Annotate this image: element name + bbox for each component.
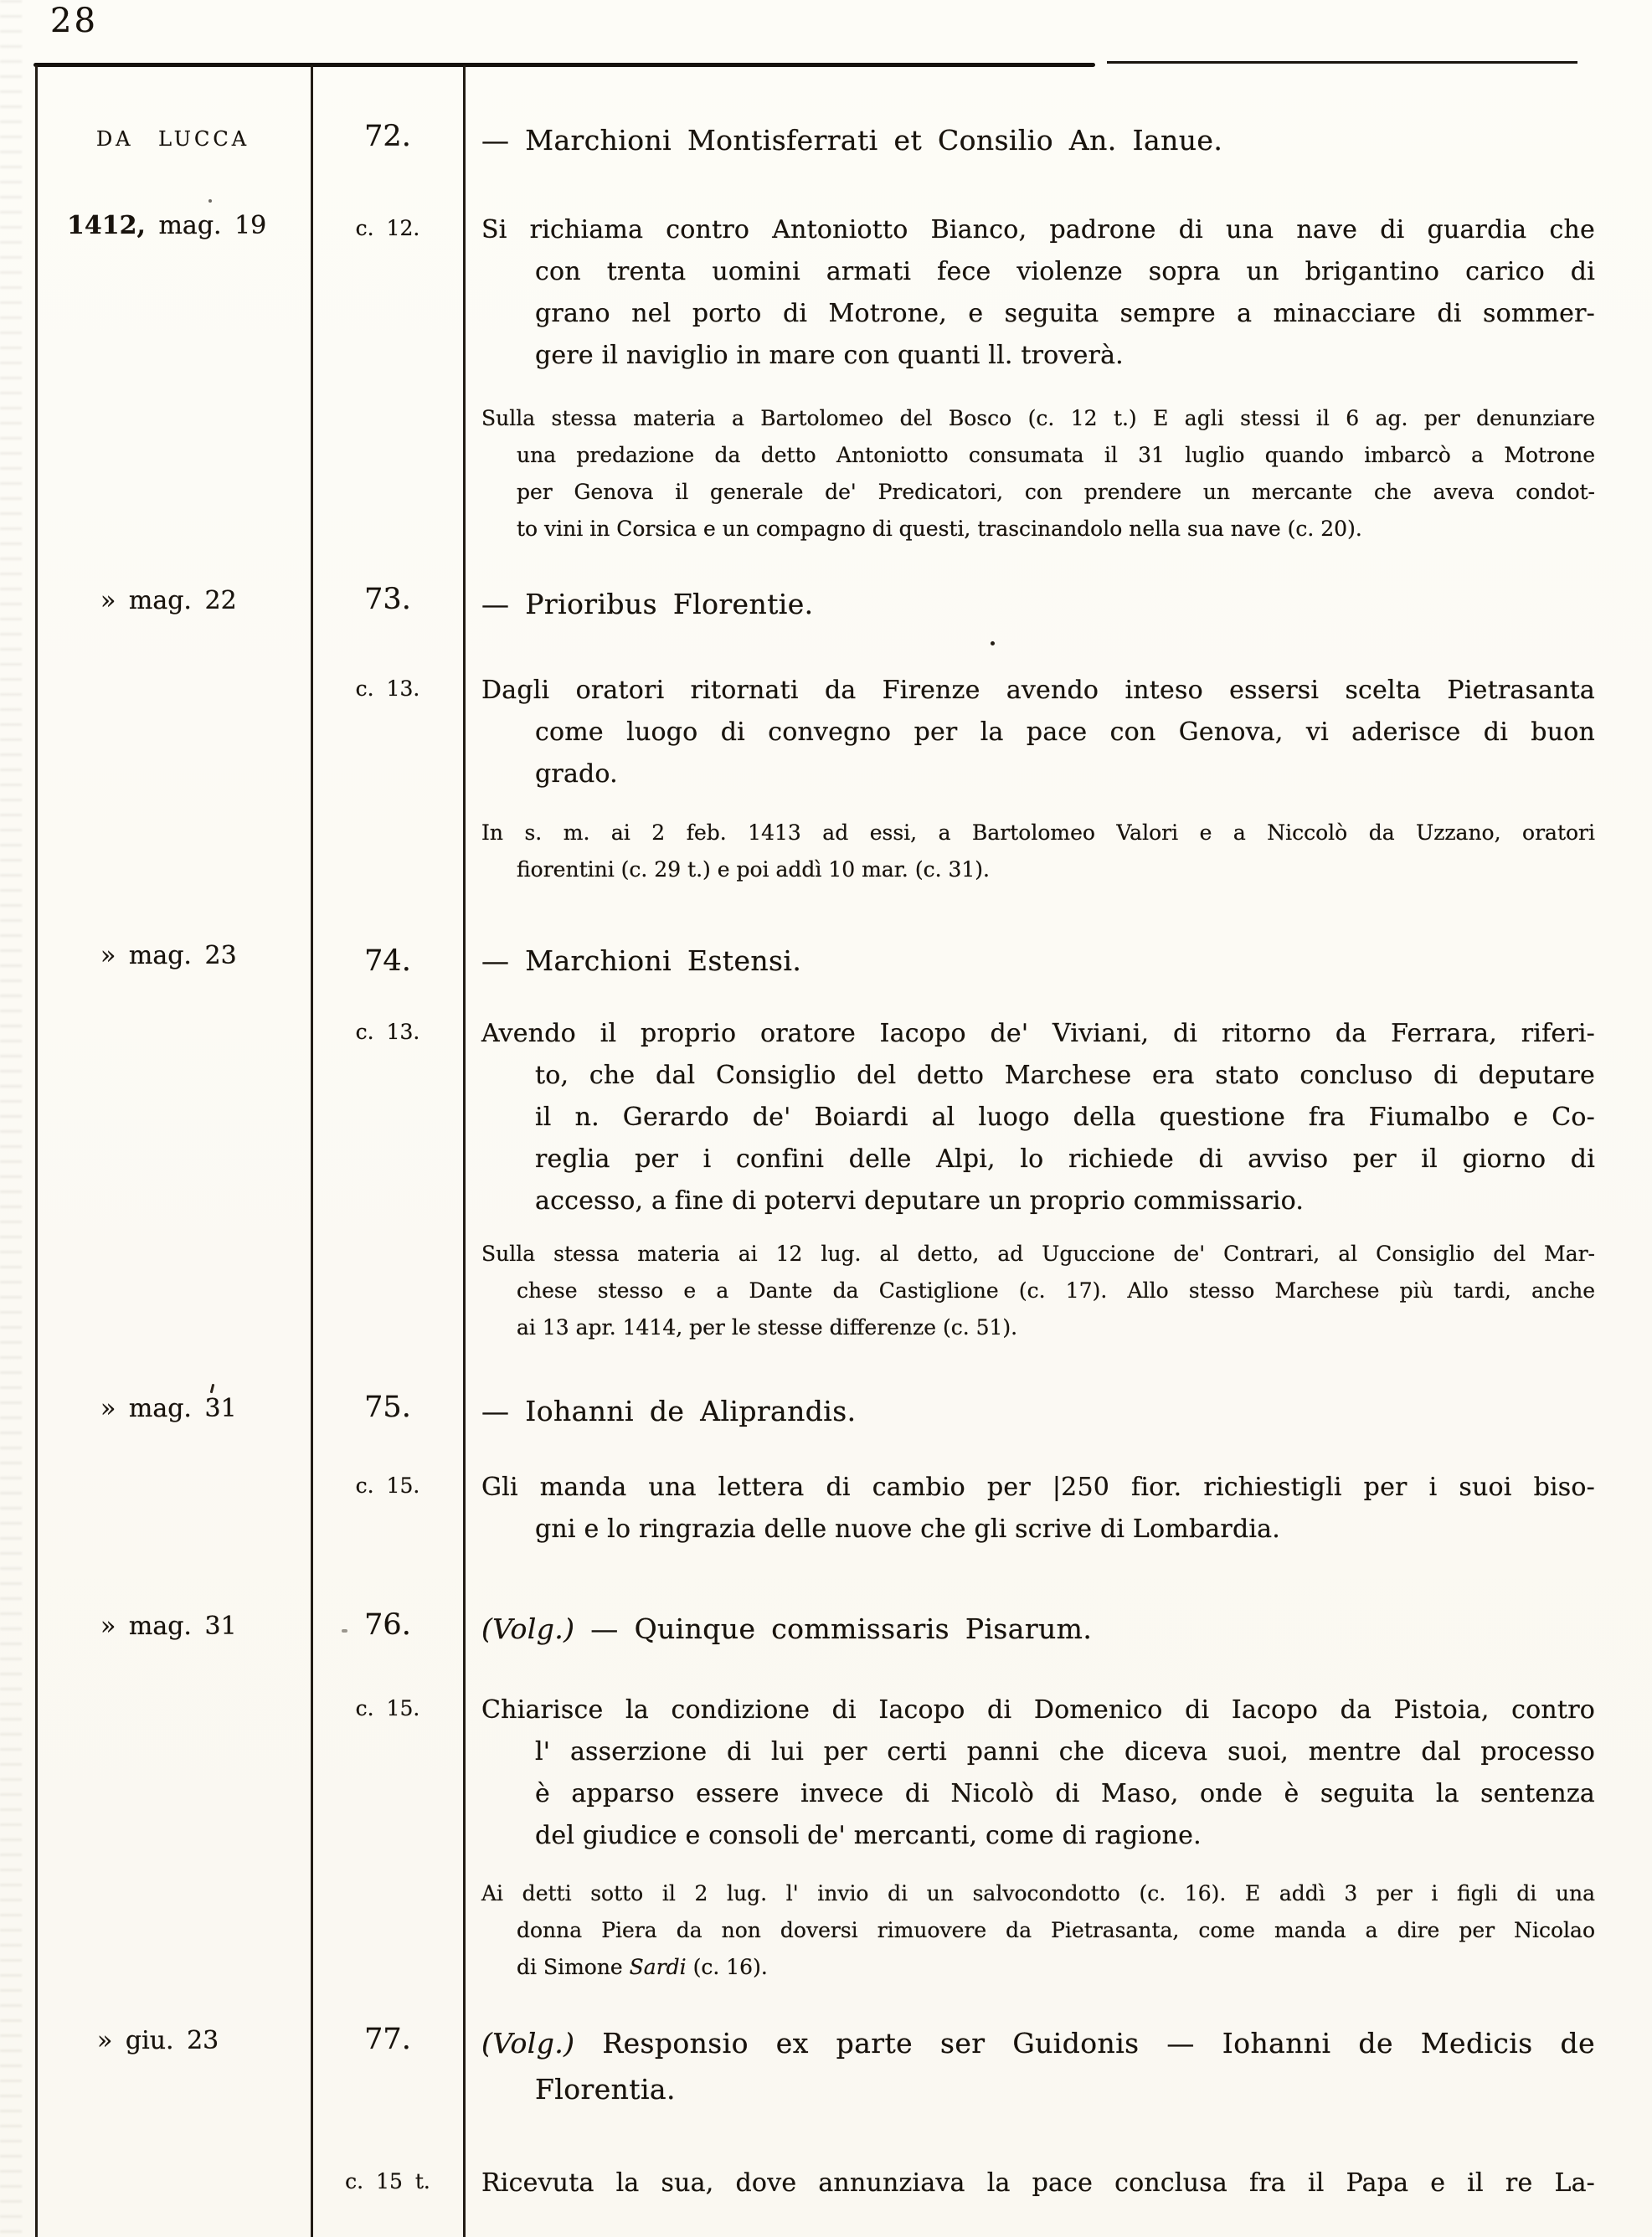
body-line: Ricevuta la sua, dove annunziava la pace conclusa fra il Papa e il re La- (481, 2168, 1595, 2198)
scan-speck (342, 1629, 347, 1633)
entry-heading: — Prioribus Florentie. (481, 588, 814, 620)
body-line: con trenta uomini armati fece violenze sopra un brigantino carico di (535, 257, 1595, 286)
entry-date (67, 211, 266, 240)
entry-number: 75. (364, 1391, 411, 1424)
entry-date: » mag. 22 (100, 586, 237, 615)
body-line: l' asserzione di lui per certi panni che diceva suoi, mentre dal processo (535, 1737, 1595, 1766)
entry-date-rest: mag. 19 (145, 211, 267, 240)
entry-date: » mag. 23 (100, 941, 237, 970)
body-line: gni e lo ringrazia delle nuove che gli scrive di Lombardia. (535, 1514, 1280, 1544)
entry-note (481, 400, 1595, 548)
entry-folio: c. 12. (355, 216, 420, 240)
body-line: Avendo il proprio oratore Iacopo de' Viviani, di ritorno da Ferrara, riferi- (481, 1019, 1595, 1048)
scan-speck (991, 641, 995, 645)
entry-number: 74. (364, 944, 411, 978)
body-line: gere il naviglio in mare con quanti ll. troverà. (535, 341, 1124, 370)
note-line: Ai detti sotto il 2 lug. l' invio di un salvocondotto (c. 16). E addì 3 per i figli di una (481, 1881, 1595, 1905)
entry-folio: c. 13. (355, 676, 420, 701)
entry-folio: c. 15. (355, 1473, 420, 1498)
body-line: Chiarisce la condizione di Iacopo di Domenico di Iacopo da Pistoia, contro (481, 1695, 1595, 1725)
entry-body (481, 2162, 1595, 2204)
scan-mark (210, 1384, 215, 1393)
note-segment: (c. 16). (686, 1955, 768, 1979)
body-line: è apparso essere invece di Nicolò di Maso, onde è seguita la sentenza (535, 1779, 1595, 1808)
note-line: donna Piera da non doversi rimuovere da Pietrasanta, come manda a dire per Nicolao (517, 1918, 1595, 1942)
scan-edge-artifact (0, 0, 22, 2237)
top-rule-left (33, 63, 1095, 67)
entry-date: » mag. 31 (100, 1612, 237, 1641)
column-rule-number-text (463, 65, 466, 2237)
entry-number: 77. (364, 2023, 411, 2056)
entry-heading (481, 1606, 1595, 1652)
entry-heading-line (481, 2020, 1595, 2066)
entry-folio: c. 13. (355, 1020, 420, 1044)
note-segment: di Simone (517, 1955, 630, 1979)
note-line (481, 1949, 1595, 1986)
note-line: In s. m. ai 2 feb. 1413 ad essi, a Bartolomeo Valori e a Niccolò da Uzzano, oratori (481, 820, 1595, 845)
entry-folio: c. 15 t. (345, 2169, 430, 2193)
top-rule-right (1107, 61, 1577, 64)
note-line: Sulla stessa materia a Bartolomeo del Bosco (c. 12 t.) E agli stessi il 6 ag. per denunziare (481, 406, 1595, 430)
entry-note (481, 1236, 1595, 1346)
entry-heading (481, 2020, 1595, 2112)
body-line: come luogo di convegno per la pace con Genova, vi aderisce di buon (535, 717, 1595, 747)
body-line: del giudice e consoli de' mercanti, come di ragione. (535, 1821, 1202, 1850)
entry-heading-line: Florentia. (535, 2073, 676, 2106)
entry-body (481, 209, 1595, 377)
body-line: accesso, a fine di potervi deputare un proprio commissario. (535, 1186, 1305, 1216)
column-rule-date-number (311, 65, 313, 2237)
scan-speck (208, 199, 212, 203)
entry-origin: DA LUCCA (95, 127, 250, 151)
note-line: una predazione da detto Antoniotto consumata il 31 luglio quando imbarcò a Motrone (517, 443, 1595, 467)
note-line: to vini in Corsica e un compagno di questi, trascinandolo nella sua nave (c. 20). (517, 517, 1362, 541)
entry-heading-rest: Responsio ex parte ser Guidonis — Iohanni de Medicis de (574, 2027, 1595, 2060)
entry-heading-rest: — Quinque commissaris Pisarum. (574, 1612, 1093, 1645)
entry-heading-volg: (Volg.) (481, 2027, 575, 2060)
body-line: il n. Gerardo de' Boiardi al luogo della questione fra Fiumalbo e Co- (535, 1103, 1595, 1132)
entry-date: » giu. 23 (97, 2026, 219, 2055)
entry-folio: c. 15. (355, 1696, 420, 1720)
entry-body (481, 670, 1595, 795)
entry-heading-volg: (Volg.) (481, 1612, 575, 1645)
entry-number: 76. (364, 1608, 411, 1642)
entry-body (481, 1689, 1595, 1857)
body-line: reglia per i confini delle Alpi, lo richiede di avviso per il giorno di (535, 1144, 1595, 1174)
note-line: per Genova il generale de' Predicatori, con prendere un mercante che aveva condot- (517, 480, 1595, 504)
entry-body (481, 1013, 1595, 1222)
entry-date: » mag. 31 (100, 1394, 237, 1423)
note-line: ai 13 apr. 1414, per le stesse differenze (c. 51). (517, 1315, 1018, 1340)
note-line: chese stesso e a Dante da Castiglione (c. 17). Allo stesso Marchese più tardi, anche (517, 1278, 1595, 1303)
entry-heading: — Marchioni Estensi. (481, 944, 802, 977)
entry-note (481, 1875, 1595, 1986)
entry-body (481, 1467, 1595, 1550)
entry-heading: — Marchioni Montisferrati et Consilio An. Ianue. (481, 124, 1223, 157)
entry-heading: — Iohanni de Aliprandis. (481, 1395, 857, 1427)
entry-number: 72. (364, 120, 411, 153)
body-line: Si richiama contro Antoniotto Bianco, padrone di una nave di guardia che (481, 215, 1595, 244)
entry-note (481, 815, 1595, 888)
body-line: grano nel porto di Motrone, e seguita sempre a minacciare di sommer- (535, 299, 1595, 328)
page-number: 28 (50, 2, 98, 40)
entry-date-year: 1412, (67, 211, 146, 240)
body-line: to, che dal Consiglio del detto Marchese era stato concluso di deputare (535, 1061, 1595, 1090)
body-line: Dagli oratori ritornati da Firenze avendo inteso essersi scelta Pietrasanta (481, 676, 1595, 705)
body-line: grado. (535, 759, 618, 789)
note-segment-italic: Sardi (629, 1955, 687, 1979)
table-border-left (35, 65, 38, 2237)
note-line: fiorentini (c. 29 t.) e poi addì 10 mar. (c. 31). (517, 857, 990, 882)
body-line: Gli manda una lettera di cambio per |250 fior. richiestigli per i suoi biso- (481, 1473, 1595, 1502)
note-line: Sulla stessa materia ai 12 lug. al detto, ad Uguccione de' Contrari, al Consiglio del Mar- (481, 1242, 1595, 1266)
entry-number: 73. (364, 583, 411, 616)
